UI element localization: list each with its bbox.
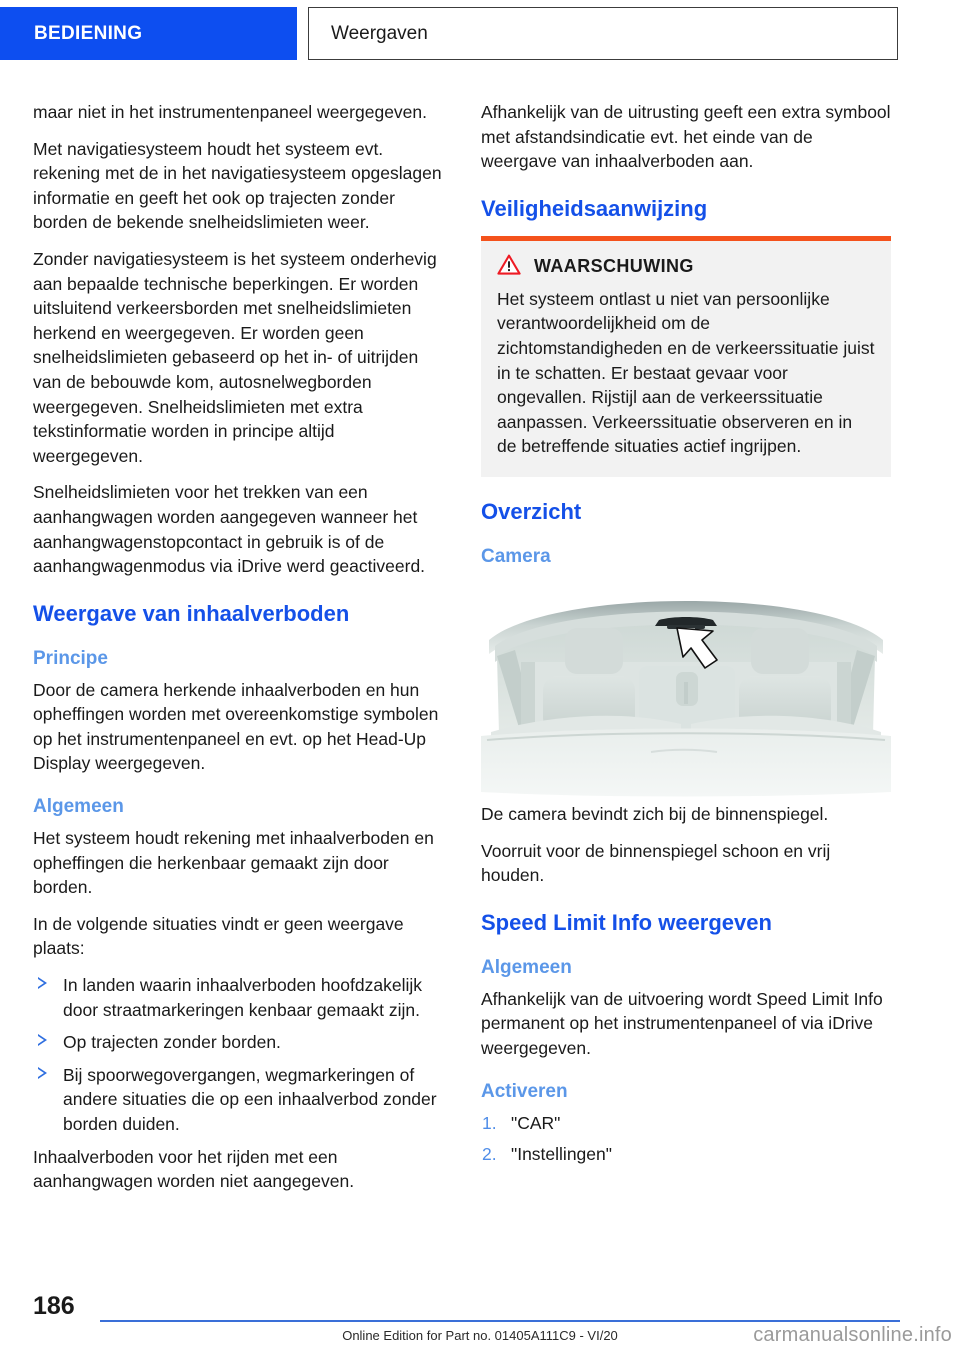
paragraph: maar niet in het instrumentenpaneel weergegeven. [33, 102, 427, 122]
chapter-tab [0, 7, 297, 60]
footer-note: Online Edition for Part no. 01405A111C9 - VI/20 [342, 1328, 618, 1343]
section-label: Weergaven [331, 22, 428, 44]
list-item [33, 973, 443, 1022]
page-header [0, 7, 960, 60]
section-heading-speed-limit-info: Speed Limit Info weergeven [481, 909, 772, 935]
bullet-list [33, 973, 443, 1137]
left-column [33, 100, 443, 1206]
subheading-principe: Principe [33, 647, 108, 669]
footer-divider [100, 1320, 900, 1322]
triangle-bullet-icon [38, 977, 47, 989]
paragraph: Zonder navigatiesysteem is het systeem onderhevig aan bepaalde technische beperkingen. Er worden uitsluitend verkeersborden met snelheidslimieten herkend en weergegeven. Er worden geen snelheidslimieten gebaseerd op het in- of uitrijden van de bebouwde kom, autosnelwegborden weergegeven. Snelheidslimieten met extra tekstinformatie worden in principe altijd weergegeven. [33, 248, 437, 466]
page-number: 186 [33, 1292, 75, 1320]
warning-header [497, 254, 875, 280]
paragraph: Door de camera herkende inhaalverboden en hun opheffingen worden met overeenkomstige symbolen op het instrumentenpaneel en evt. op het Head-Up Display weergegeven. [33, 679, 439, 774]
warning-box [481, 236, 891, 477]
watermark: carmanualsonline.info [753, 1324, 952, 1346]
triangle-bullet-icon [38, 1067, 47, 1079]
camera-location-figure [481, 584, 891, 802]
section-heading-weergave-inhaalverboden: Weergave van inhaalverboden [33, 600, 350, 626]
warning-title: WAARSCHUWING [534, 256, 694, 277]
paragraph: De camera bevindt zich bij de binnenspiegel. [481, 803, 829, 824]
list-item [481, 1142, 891, 1167]
list-item-text: Op trajecten zonder borden. [63, 1032, 281, 1053]
list-item-text: "CAR" [511, 1112, 561, 1133]
paragraph: Afhankelijk van de uitvoering wordt Speed Limit Info permanent op het instrumentenpaneel of via iDrive weergegeven. [481, 988, 883, 1058]
section-box [308, 7, 898, 60]
subheading-camera: Camera [481, 545, 551, 567]
right-column [481, 100, 891, 1174]
step-list [481, 1111, 891, 1167]
chapter-label: BEDIENING [34, 22, 143, 44]
paragraph: Snelheidslimieten voor het trekken van een aanhangwagen worden aangegeven wanneer het aanhangwagenstopcontact in gebruik is of de aanhangwagenmodus via iDrive werd geactiveerd. [33, 482, 426, 577]
page-footer [0, 1282, 960, 1362]
list-item [481, 1111, 891, 1136]
paragraph: Voorruit voor de binnenspiegel schoon en vrij houden. [481, 840, 831, 886]
subheading-algemeen: Algemeen [33, 796, 124, 818]
list-item-text: In landen waarin inhaalverboden hoofdzakelijk door straatmarkeringen kenbaar gemaakt zijn. [63, 975, 422, 1020]
subheading-activeren: Activeren [481, 1080, 568, 1102]
paragraph: In de volgende situaties vindt er geen weergave plaats: [33, 913, 404, 959]
section-heading-veiligheidsaanwijzing: Veiligheidsaanwijzing [481, 195, 708, 221]
paragraph: Afhankelijk van de uitrusting geeft een extra symbool met afstandsindicatie evt. het einde van de weergave van inhaalverboden aan. [481, 102, 891, 172]
warning-triangle-icon [497, 254, 521, 280]
warning-body: Het systeem ontlast u niet van persoonlijke verantwoordelijkheid om de zichtomstandigheden en de verkeerssituatie juist in te schatten. Er bestaat gevaar voor ongevallen. Rijstijl aan de verkeerssituatie aanpassen. Verkeerssituatie observeren en in de betreffende situaties actief ingrijpen. [497, 288, 875, 457]
paragraph: Met navigatiesysteem houdt het systeem evt. rekening met de in het navigatiesysteem opgeslagen informatie en geeft het ook op trajecten zonder borden de bekende snelheidslimieten weer. [33, 138, 442, 233]
paragraph: Het systeem houdt rekening met inhaalverboden en opheffingen die herkenbaar gemaakt zijn door borden. [33, 828, 434, 898]
paragraph: Inhaalverboden voor het rijden met een aanhangwagen worden niet aangegeven. [33, 1146, 355, 1192]
triangle-bullet-icon [38, 1034, 47, 1046]
list-item-text: "Instellingen" [511, 1144, 612, 1165]
subheading-algemeen-right: Algemeen [481, 956, 572, 978]
list-item [33, 1063, 443, 1137]
section-heading-overzicht: Overzicht [481, 498, 582, 524]
list-item-text: Bij spoorwegovergangen, wegmarkeringen of andere situaties die op een inhaalverbod zonder borden duiden. [63, 1064, 437, 1134]
list-item [33, 1030, 443, 1055]
